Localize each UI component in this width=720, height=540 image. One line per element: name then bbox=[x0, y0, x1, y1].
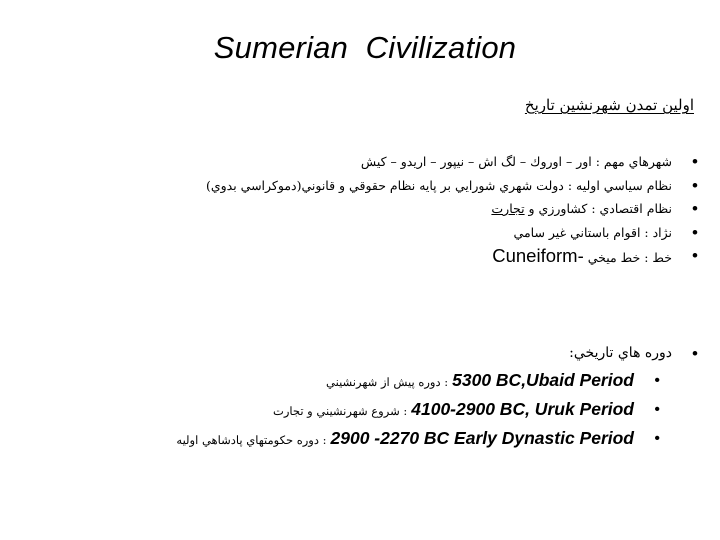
sub-bullet-icon: • bbox=[654, 430, 660, 447]
bullet-text: نظام سياسي اوليه : دولت شهري شورايي بر پايه نظام حقوقي و قانوني(دموكراسي بدوي) bbox=[205, 177, 672, 193]
period-item bbox=[10, 424, 700, 453]
slide-subtitle: اولين تمدن شهرنشين تاريخ bbox=[524, 96, 694, 114]
period-description: : شروع شهرنشيني و تجارت bbox=[273, 404, 408, 418]
bullet-text-underlined: تجارت bbox=[491, 201, 525, 216]
bullet-text: خط : خط ميخي bbox=[587, 250, 672, 265]
bullet-icon: • bbox=[692, 344, 698, 363]
bullet-item-cities bbox=[20, 150, 700, 174]
period-list bbox=[10, 366, 700, 453]
bullet-item-race bbox=[20, 221, 700, 245]
sub-bullet-icon: • bbox=[654, 401, 660, 418]
periods-heading: دوره هاي تاريخي: bbox=[569, 345, 672, 361]
bullet-icon: • bbox=[692, 152, 698, 171]
bullet-text: نظام اقتصادي : كشاورزي و bbox=[524, 201, 672, 216]
bullet-icon: • bbox=[692, 246, 698, 265]
period-item bbox=[10, 366, 700, 395]
bullet-text: نژاد : اقوام باستاني غير سامي bbox=[513, 224, 672, 240]
slide-title: Sumerian Civilization bbox=[213, 30, 517, 65]
bullet-text: شهرهاي مهم : اور – اوروك – لگ اش – نيپور – اريدو – كيش bbox=[360, 154, 672, 169]
period-description: : دوره حكومتهاي پادشاهي اوليه bbox=[176, 433, 327, 447]
bullet-item-script bbox=[20, 244, 700, 268]
bullet-item-economic-system bbox=[20, 197, 700, 221]
period-item bbox=[10, 395, 700, 424]
bullet-icon: • bbox=[692, 175, 698, 195]
bullet-list bbox=[20, 150, 700, 268]
sub-bullet-icon: • bbox=[654, 372, 660, 389]
period-description: : دوره پيش از شهرنشيني bbox=[326, 375, 449, 389]
periods-heading-row bbox=[10, 340, 700, 366]
bullet-icon: • bbox=[692, 222, 698, 242]
bullet-icon: • bbox=[692, 199, 698, 218]
bullet-text-latin: Cuneiform- bbox=[492, 245, 584, 266]
period-dates: 5300 BC,Ubaid Period bbox=[452, 370, 634, 390]
period-dates: 2900 -2270 BC Early Dynastic Period bbox=[330, 428, 634, 448]
historical-periods bbox=[10, 340, 700, 453]
period-dates: 4100-2900 BC, Uruk Period bbox=[411, 399, 634, 419]
bullet-item-political-system bbox=[20, 174, 700, 198]
